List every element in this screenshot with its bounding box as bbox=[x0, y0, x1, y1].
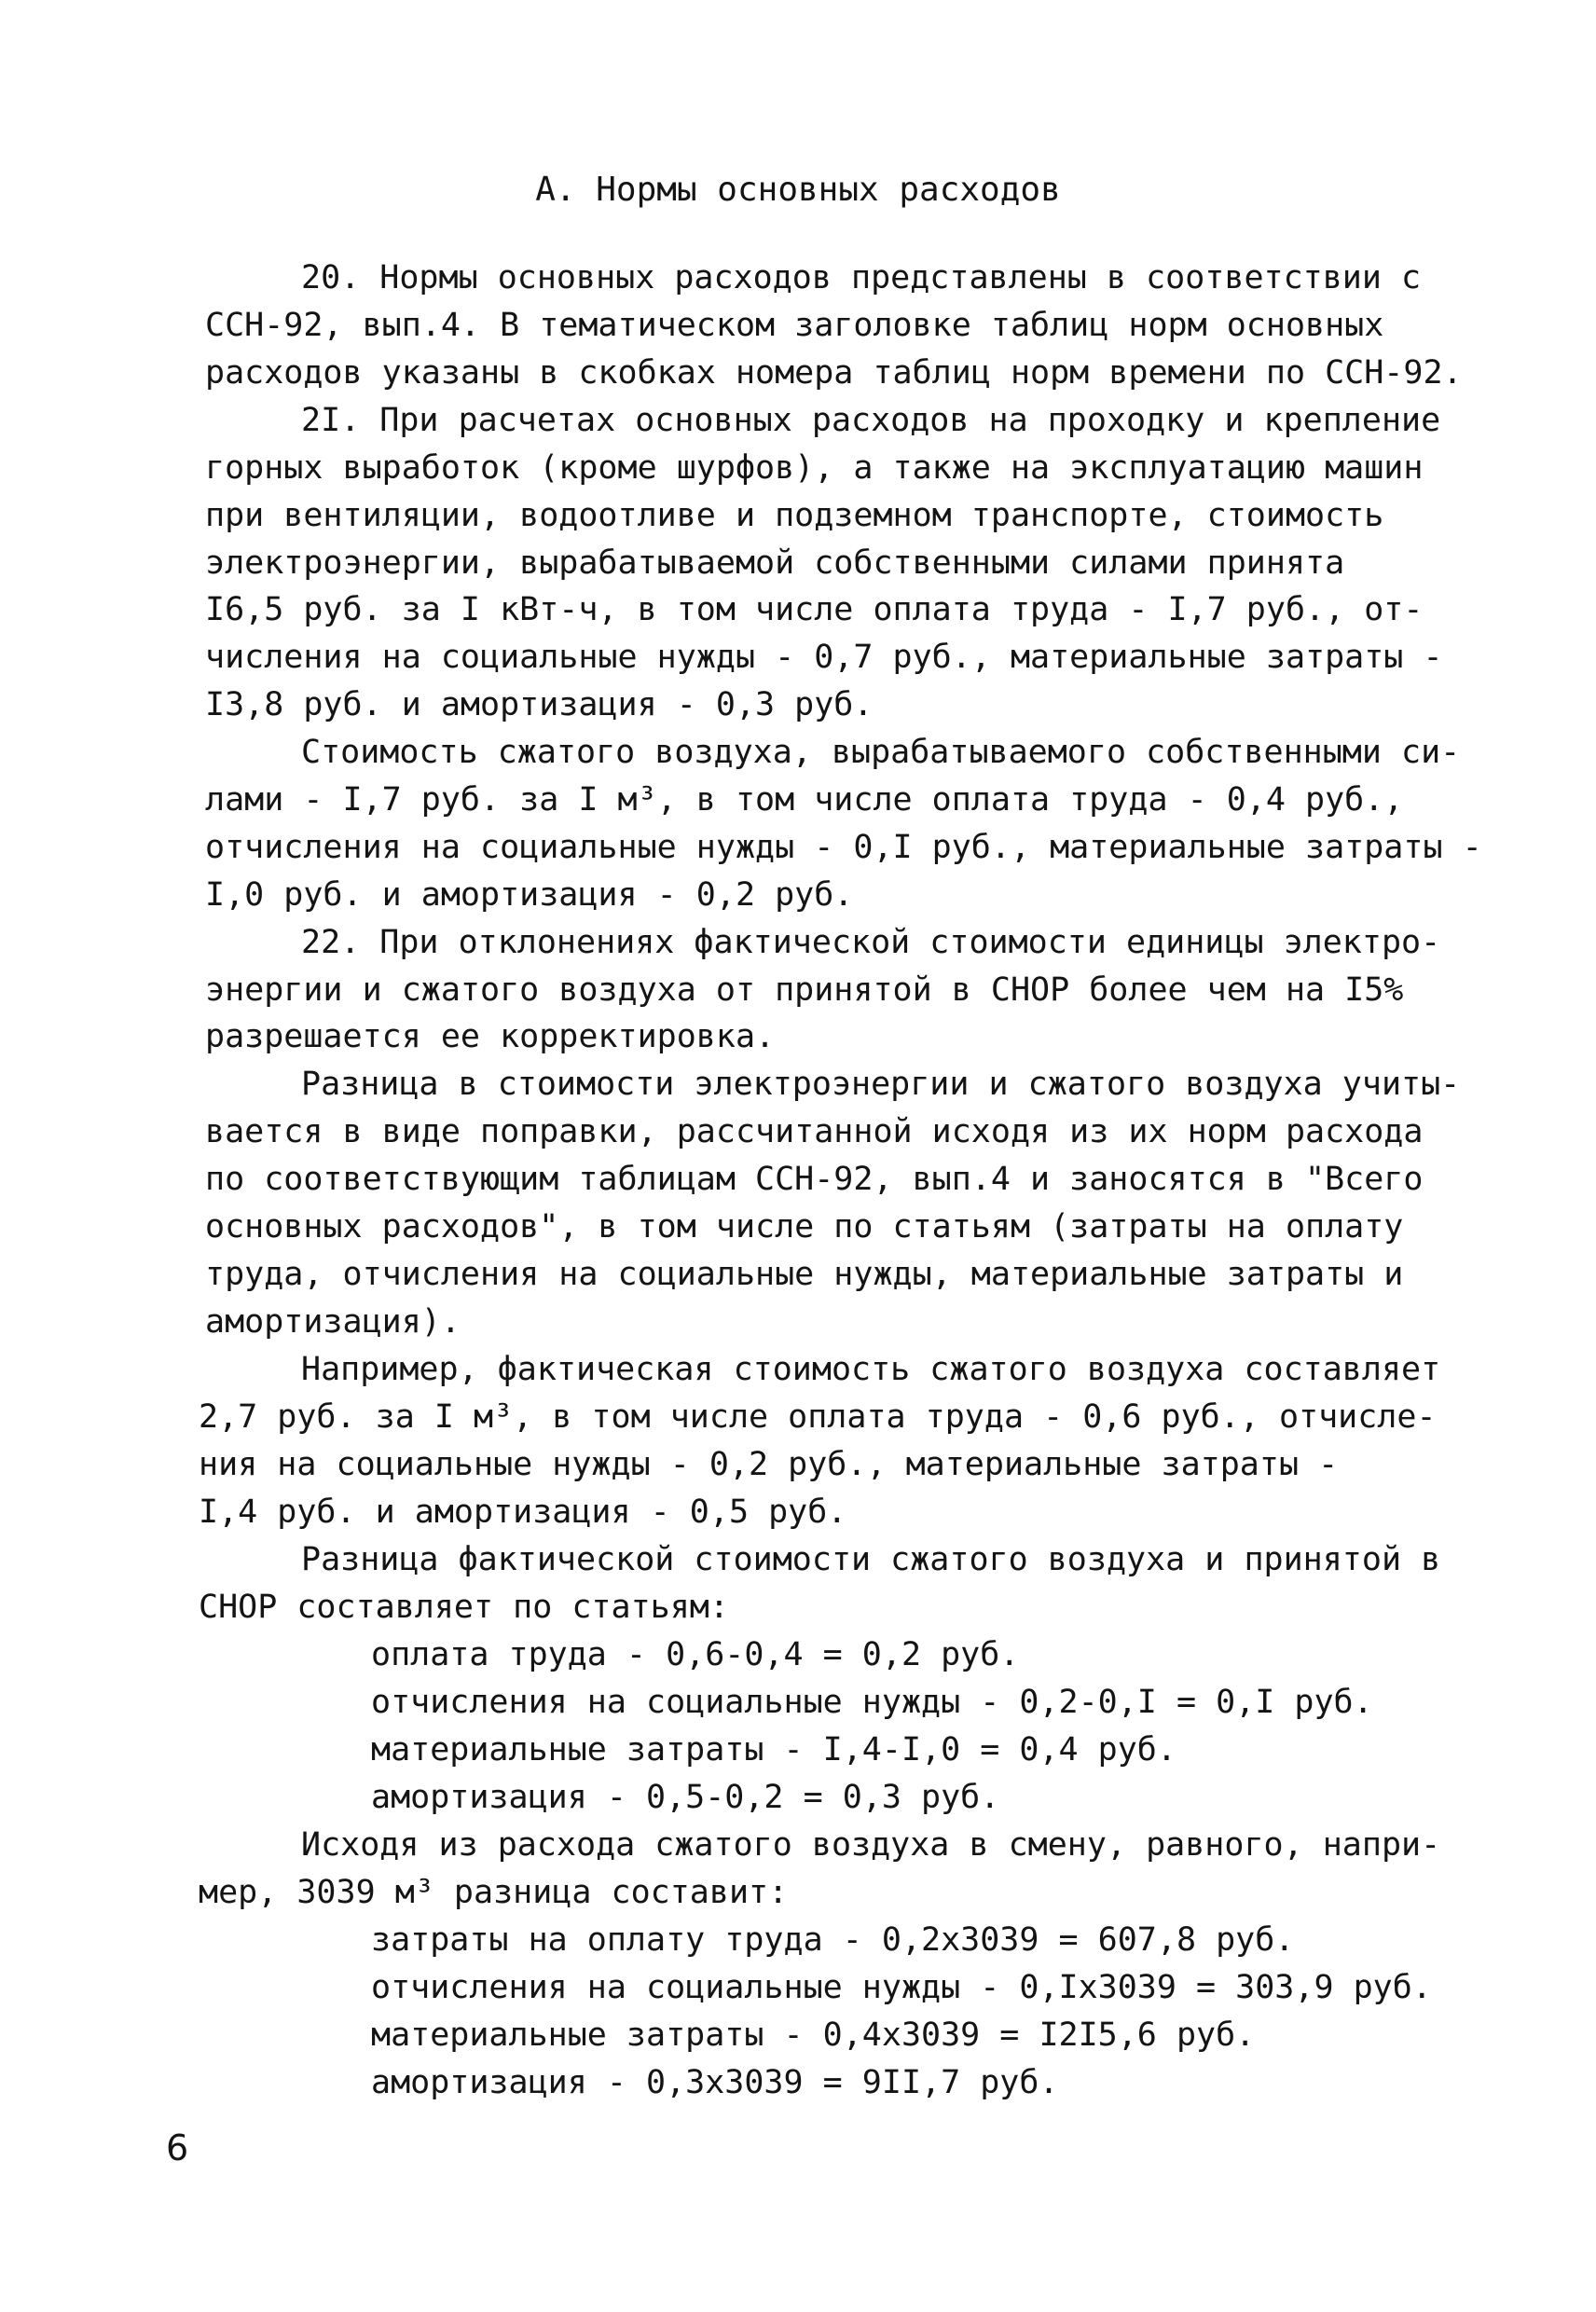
text-line: числения на социальные нужды - 0,7 руб., материальные затраты - bbox=[205, 639, 1443, 676]
text-line: по соответствующим таблицам ССН-92, вып.4 и заносятся в "Всего bbox=[205, 1161, 1424, 1198]
text-line: Разница фактической стоимости сжатого воздуха и принятой в bbox=[301, 1541, 1441, 1578]
calc-line: отчисления на социальные нужды - 0,2-0,I = 0,I руб. bbox=[371, 1684, 1373, 1721]
text-line: разрешается ее корректировка. bbox=[205, 1018, 776, 1055]
text-line: ССН-92, вып.4. В тематическом заголовке таблиц норм основных bbox=[205, 307, 1384, 344]
text-line: I3,8 руб. и амортизация - 0,3 руб. bbox=[205, 686, 874, 723]
text-line: Разница в стоимости электроэнергии и сжатого воздуха учиты- bbox=[301, 1066, 1461, 1103]
text-line: 20. Нормы основных расходов представлены в соответствии с bbox=[301, 259, 1422, 296]
text-line: Стоимость сжатого воздуха, вырабатываемого собственными си- bbox=[301, 734, 1461, 771]
text-line: труда, отчисления на социальные нужды, материальные затраты и bbox=[205, 1256, 1404, 1293]
calc-line: отчисления на социальные нужды - 0,Ix3039 = 303,9 руб. bbox=[371, 1969, 1432, 2006]
text-line: Например, фактическая стоимость сжатого воздуха составляет bbox=[301, 1351, 1441, 1388]
text-line: 22. При отклонениях фактической стоимости единицы электро- bbox=[301, 924, 1441, 961]
calc-line: амортизация - 0,5-0,2 = 0,3 руб. bbox=[371, 1779, 1000, 1816]
text-line: расходов указаны в скобках номера таблиц норм времени по ССН-92. bbox=[205, 354, 1463, 392]
calc-line: амортизация - 0,3x3039 = 9II,7 руб. bbox=[371, 2064, 1059, 2101]
page-number: 6 bbox=[166, 2127, 189, 2168]
text-line: вается в виде поправки, рассчитанной исходя из их норм расхода bbox=[205, 1113, 1424, 1150]
text-line: электроэнергии, вырабатываемой собственными силами принята bbox=[205, 544, 1345, 582]
text-line: ния на социальные нужды - 0,2 руб., материальные затраты - bbox=[199, 1446, 1339, 1483]
section-heading: А. Нормы основных расходов bbox=[535, 171, 1061, 209]
text-line: при вентиляции, водоотливе и подземном транспорте, стоимость bbox=[205, 497, 1384, 534]
text-line: 2I. При расчетах основных расходов на проходку и крепление bbox=[301, 402, 1441, 439]
text-line: основных расходов", в том числе по статьям (затраты на оплату bbox=[205, 1208, 1404, 1245]
text-line: горных выработок (кроме шурфов), а также на эксплуатацию машин bbox=[205, 449, 1424, 487]
calc-line: материальные затраты - I,4-I,0 = 0,4 руб. bbox=[371, 1731, 1176, 1768]
text-line: 2,7 руб. за I м³, в том числе оплата труда - 0,6 руб., отчисле- bbox=[199, 1398, 1437, 1436]
text-line: I6,5 руб. за I кВт-ч, в том числе оплата труда - I,7 руб., от- bbox=[205, 591, 1424, 628]
text-line: мер, 3039 м³ разница составит: bbox=[199, 1874, 789, 1911]
text-line: амортизация). bbox=[205, 1303, 461, 1341]
text-line: I,4 руб. и амортизация - 0,5 руб. bbox=[199, 1493, 847, 1531]
calc-line: затраты на оплату труда - 0,2x3039 = 607,8 руб. bbox=[371, 1921, 1295, 1959]
text-line: СНОР составляет по статьям: bbox=[199, 1589, 729, 1626]
calc-line: материальные затраты - 0,4x3039 = I2I5,6 руб. bbox=[371, 2016, 1256, 2054]
text-line: Исходя из расхода сжатого воздуха в смену, равного, напри- bbox=[301, 1826, 1441, 1864]
calc-line: оплата труда - 0,6-0,4 = 0,2 руб. bbox=[371, 1636, 1020, 1673]
text-line: энергии и сжатого воздуха от принятой в СНОР более чем на I5% bbox=[205, 971, 1404, 1009]
text-line: I,0 руб. и амортизация - 0,2 руб. bbox=[205, 876, 854, 914]
text-line: лами - I,7 руб. за I м³, в том числе оплата труда - 0,4 руб., bbox=[205, 781, 1404, 819]
text-line: отчисления на социальные нужды - 0,I руб., материальные затраты - bbox=[205, 829, 1482, 866]
